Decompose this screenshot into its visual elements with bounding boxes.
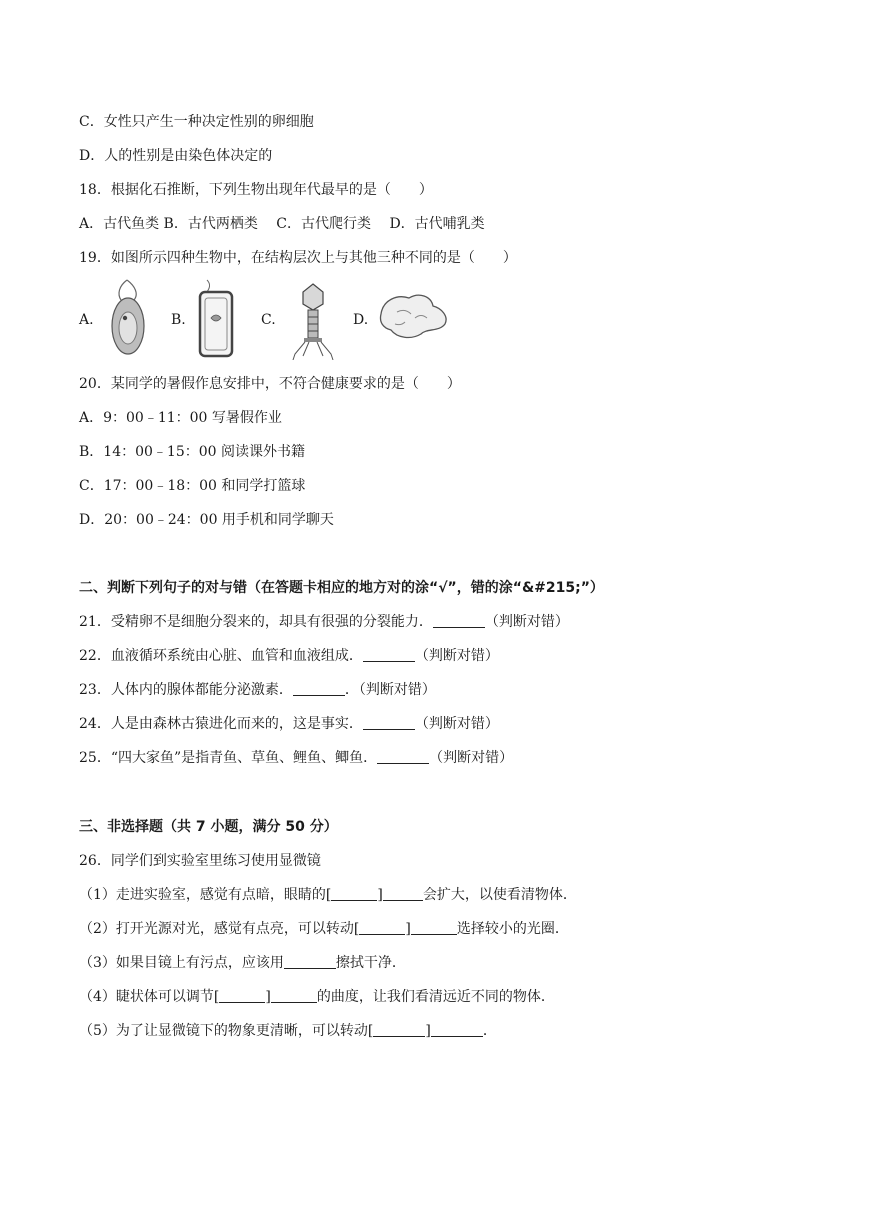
q24 [79, 714, 499, 734]
q22-text: 22．血液循环系统由心脏、血管和血液组成． [79, 648, 363, 664]
q26-part4-number-blank[interactable] [219, 988, 265, 1003]
q18-stem: 18．根据化石推断，下列生物出现年代最早的是（ ） [79, 182, 433, 198]
q24-suffix: （判断对错） [414, 716, 499, 732]
q26-part3 [79, 953, 406, 973]
q20-option-a: A．9：00﹣11：00 写暑假作业 [79, 410, 282, 426]
section3-title: 三、非选择题（共 7 小题，满分 50 分） [79, 819, 338, 835]
q26-part1-bracket: ] [377, 887, 383, 903]
q26-part3-text-a: （3）如果目镜上有污点，应该用 [79, 955, 284, 971]
q23-text: 23．人体内的腺体都能分泌激素． [79, 682, 293, 698]
q18-options: A．古代鱼类 B．古代两栖类 C．古代爬行类 D．古代哺乳类 [79, 216, 485, 232]
q24-answer-blank[interactable] [363, 715, 415, 730]
q26-part4 [79, 987, 555, 1007]
q21-suffix: （判断对错） [484, 614, 569, 630]
q23 [79, 680, 436, 700]
q25 [79, 748, 513, 768]
q23-suffix: ．（判断对错） [344, 682, 436, 698]
q26-part5-text-a: （5）为了让显微镜下的物象更清晰，可以转动[ [79, 1023, 374, 1039]
q26-part4-text-b: 的曲度，让我们看清远近不同的物体． [316, 989, 555, 1005]
q26-part3-blank[interactable] [284, 954, 336, 969]
q26-part2 [79, 919, 569, 939]
q26-part2-text-a: （2）打开光源对光，感觉有点亮，可以转动[ [79, 921, 360, 937]
q26-stem: 26．同学们到实验室里练习使用显微镜 [79, 853, 321, 869]
q26-part2-bracket: ] [405, 921, 411, 937]
q19-label-d: D. [353, 312, 369, 328]
q19-label-c: C. [261, 312, 276, 328]
q22-answer-blank[interactable] [363, 647, 415, 662]
q21-answer-blank[interactable] [433, 613, 485, 628]
q22-suffix: （判断对错） [414, 648, 499, 664]
q26-part3-text-b: 擦拭干净． [335, 955, 406, 971]
q17-option-d: D．人的性别是由染色体决定的 [79, 148, 273, 164]
q26-part5-number-blank[interactable] [373, 1022, 425, 1037]
q26-part5-text-b: ． [482, 1023, 497, 1039]
q21 [79, 612, 569, 632]
q21-text: 21．受精卵不是细胞分裂来的，却具有很强的分裂能力． [79, 614, 433, 630]
bacteriophage-icon [287, 276, 339, 360]
q20-option-d: D．20：00﹣24：00 用手机和同学聊天 [79, 512, 334, 528]
q20-stem: 20．某同学的暑假作息安排中，不符合健康要求的是（ ） [79, 376, 461, 392]
q22 [79, 646, 499, 666]
q25-suffix: （判断对错） [429, 750, 514, 766]
q19-stem: 19．如图所示四种生物中，在结构层次上与其他三种不同的是（ ） [79, 250, 517, 266]
q26-part4-name-blank[interactable] [271, 988, 317, 1003]
q19-label-a: A. [79, 312, 94, 328]
q20-option-c: C．17：00﹣18：00 和同学打篮球 [79, 478, 306, 494]
q26-part1-name-blank[interactable] [383, 886, 423, 901]
q26-part5 [79, 1021, 497, 1041]
q20-option-b: B．14：00﹣15：00 阅读课外书籍 [79, 444, 305, 460]
q26-part2-text-b: 选择较小的光圈． [456, 921, 569, 937]
q26-part2-name-blank[interactable] [411, 920, 457, 935]
animal-tissue-icon [375, 288, 451, 344]
q17-option-c: C．女性只产生一种决定性别的卵细胞 [79, 114, 314, 130]
q26-part1-text-a: （1）走进实验室，感觉有点暗，眼睛的[ [79, 887, 332, 903]
q19-label-b: B. [171, 312, 186, 328]
q26-part5-bracket: ] [425, 1023, 431, 1039]
q26-part4-bracket: ] [265, 989, 271, 1005]
q26-part1-text-b: 会扩大，以使看清物体． [422, 887, 577, 903]
q23-answer-blank[interactable] [293, 681, 345, 696]
q26-part1 [79, 885, 577, 905]
q25-text: 25．“四大家鱼”是指青鱼、草鱼、鲤鱼、鲫鱼． [79, 750, 378, 766]
q26-part2-number-blank[interactable] [359, 920, 405, 935]
q25-answer-blank[interactable] [377, 749, 429, 764]
section2-title: 二、判断下列句子的对与错（在答题卡相应的地方对的涂“√”，错的涂“&#215;”） [79, 580, 604, 596]
q24-text: 24．人是由森林古猿进化而来的，这是事实． [79, 716, 363, 732]
q19-figures [79, 276, 479, 360]
q26-part4-text-a: （4）睫状体可以调节[ [79, 989, 220, 1005]
q26-part1-number-blank[interactable] [331, 886, 377, 901]
plant-cell-icon [191, 276, 241, 360]
q26-part5-name-blank[interactable] [431, 1022, 483, 1037]
protozoan-cell-icon [101, 276, 153, 360]
